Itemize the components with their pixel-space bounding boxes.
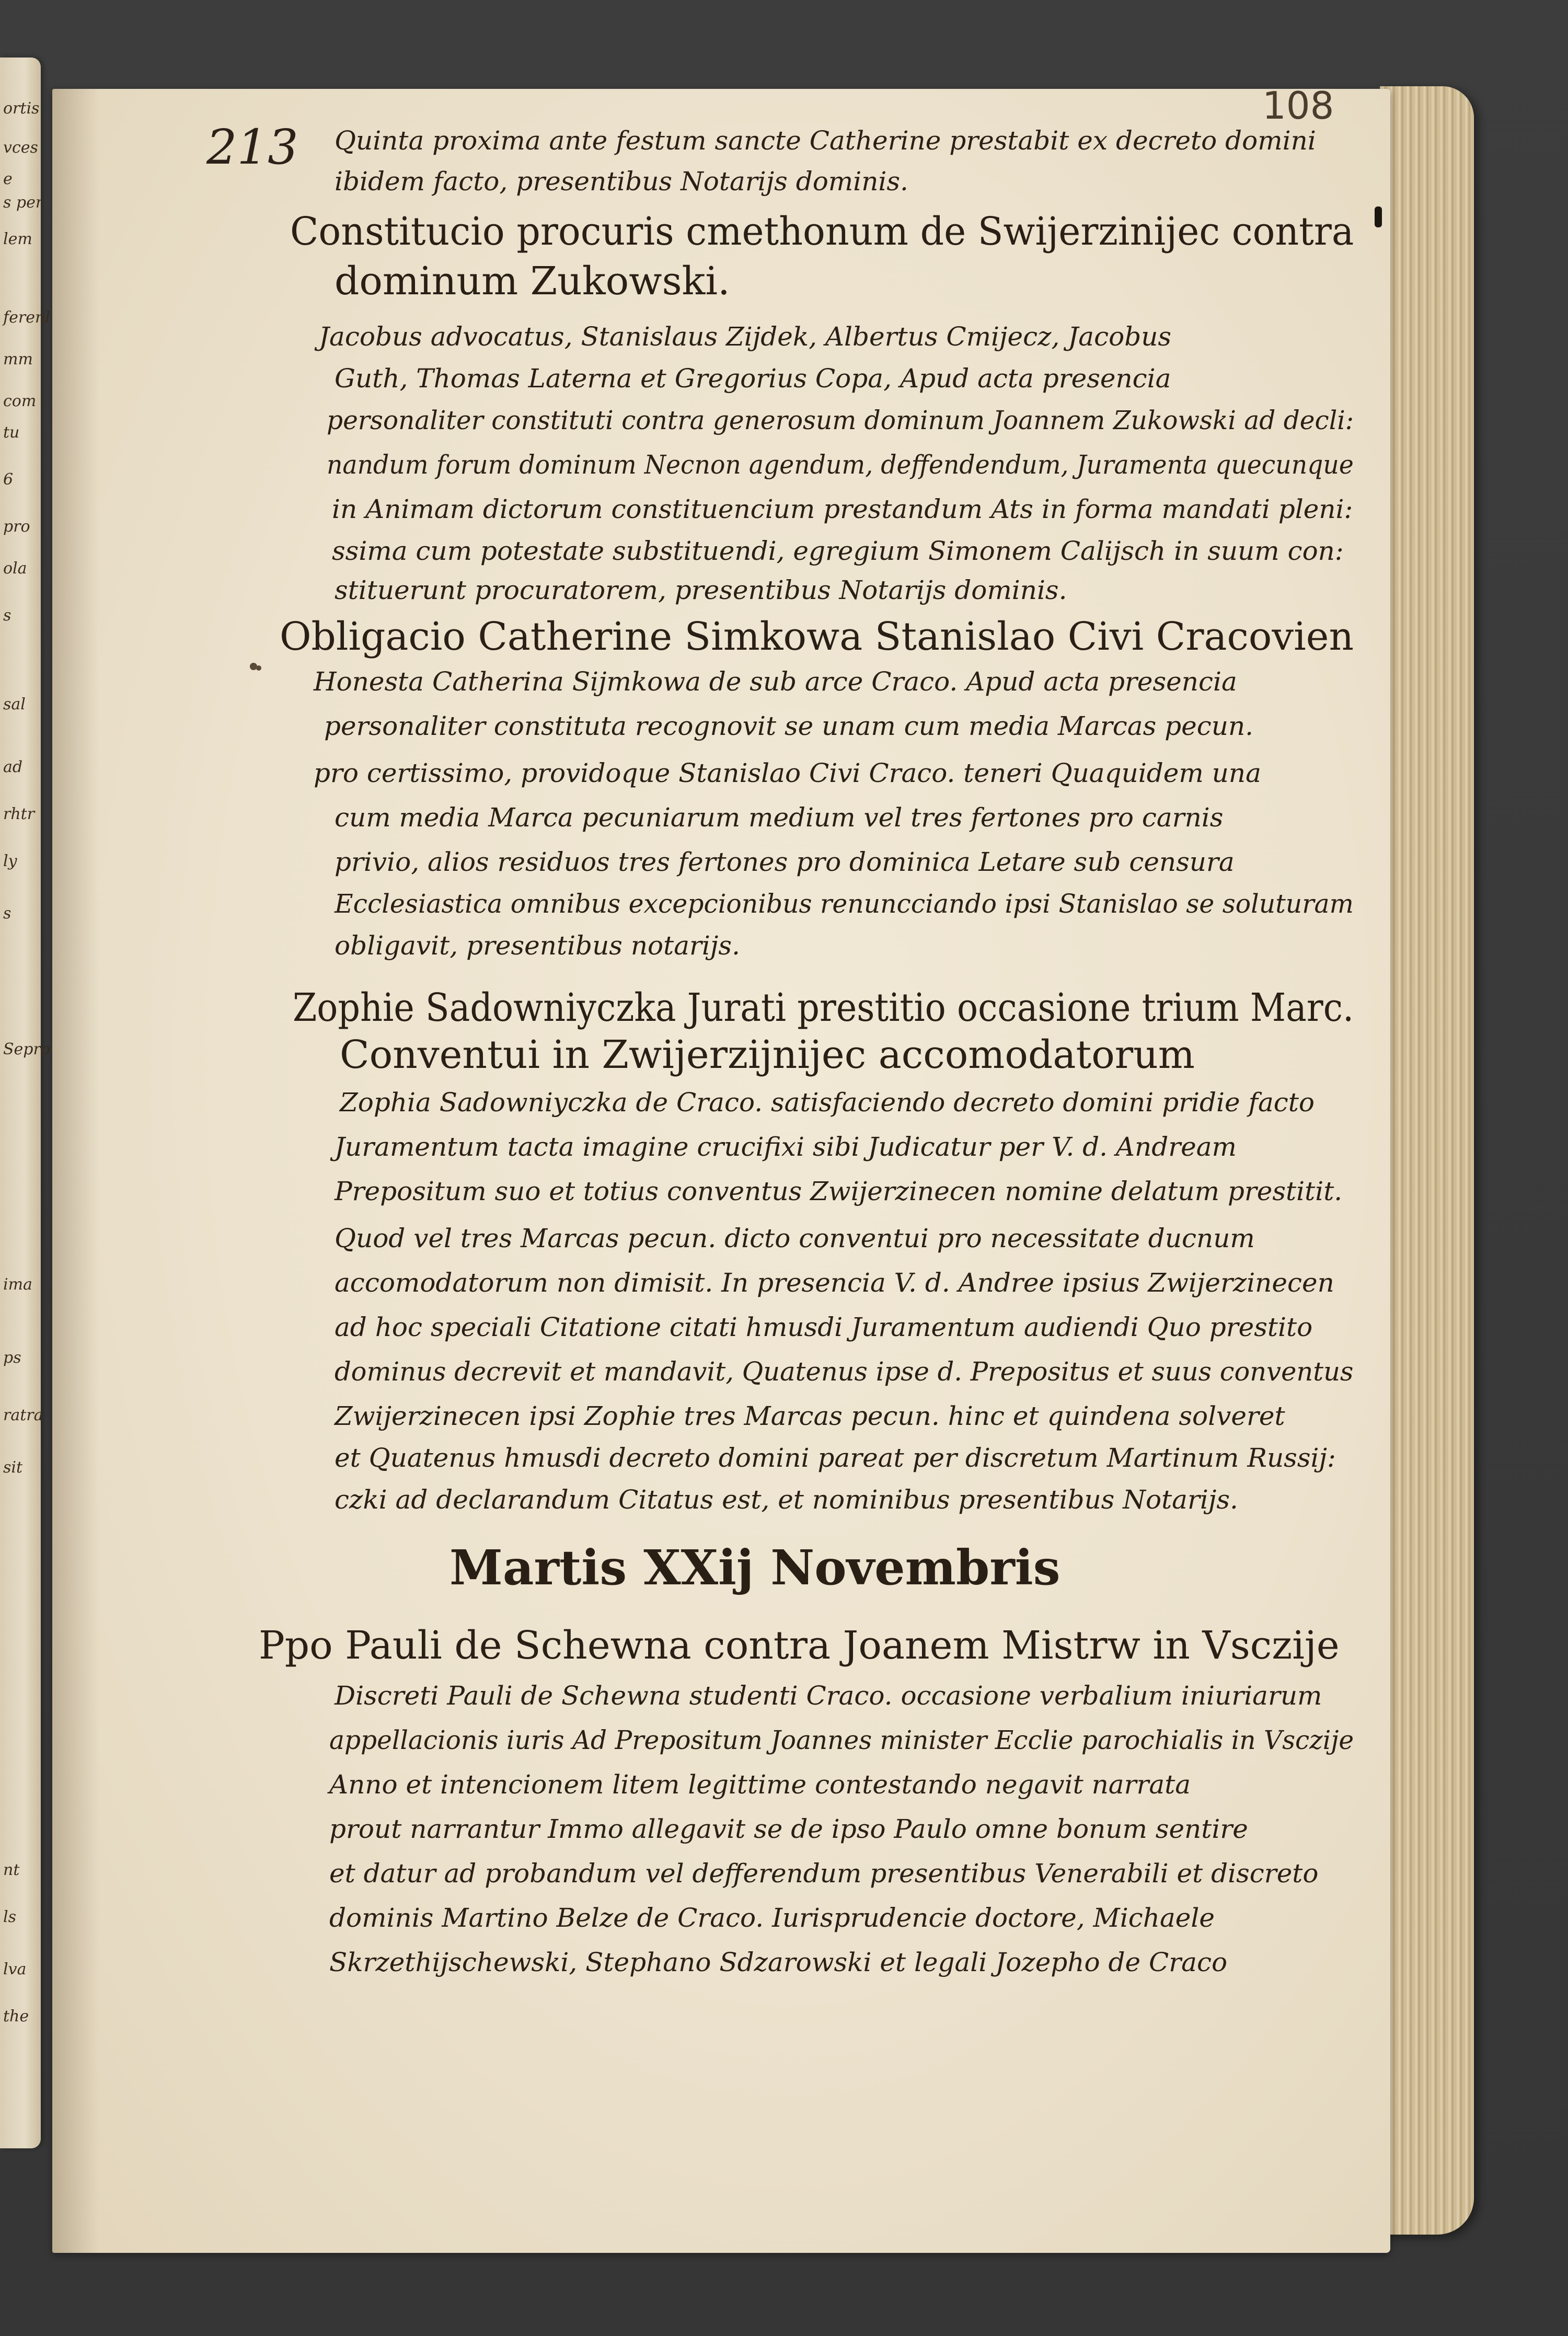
entry-heading: Obligacio Catherine Simkowa Stanislao Civi Cracovien [280,614,1354,659]
text-line: Honesta Catherina Sijmkowa de sub arce Craco. Apud acta presencia [314,666,1237,697]
facing-page-fragment: ratra [3,1406,43,1424]
facing-page-fragment: ola [3,559,27,578]
folio-number-left: 213 [206,119,298,175]
facing-page-fragment: s per [3,193,43,212]
facing-page-fragment: ima [3,1275,32,1294]
folio-number-right: 108 [1262,84,1334,128]
text-line: Discreti Pauli de Schewna studenti Craco. occasione verbalium iniuriarum [335,1681,1322,1711]
facing-page-fragment: the [3,2007,29,2026]
entry-heading: dominum Zukowski. [335,259,730,304]
facing-page-fragment: com [3,392,37,410]
book-edge [1380,86,1474,2235]
text-line: Skrzethijschewski, Stephano Sdzarowski et legali Jozepho de Craco [329,1947,1228,1977]
text-line: privio, alios residuos tres fertones pro dominica Letare sub censura [335,847,1235,877]
text-line: ad hoc speciali Citatione citati hmusdi Juramentum audiendi Quo prestito [335,1312,1313,1342]
text-line: cum media Marca pecuniarum medium vel tres fertones pro carnis [335,802,1224,833]
text-line: ibidem facto, presentibus Notarijs dominis. [335,166,908,197]
text-line: stituerunt procuratorem, presentibus Notarijs dominis. [335,575,1067,605]
facing-page-fragment: vces [3,139,38,157]
facing-page-fragment: pro [3,517,30,536]
facing-page-fragment: lva [3,1960,27,1978]
text-line: dominis Martino Belze de Craco. Iurisprudencie doctore, Michaele [329,1903,1215,1933]
text-line: accomodatorum non dimisit. In presencia V. d. Andree ipsius Zwijerzinecen [335,1268,1334,1298]
facing-page-fragment: ferenl [3,308,50,327]
text-line: Zwijerzinecen ipsi Zophie tres Marcas pecun. hinc et quindena solveret [335,1401,1285,1431]
text-line: nandum forum dominum Necnon agendum, deffendendum, Juramenta quecunque [327,450,1354,480]
text-line: Jacobus advocatus, Stanislaus Zijdek, Albertus Cmijecz, Jacobus [319,321,1172,352]
text-line: dominus decrevit et mandavit, Quatenus ipse d. Prepositus et suus conventus [335,1356,1354,1387]
facing-page-fragment: mm [3,350,33,369]
text-line: Prepositum suo et totius conventus Zwijerzinecen nomine delatum prestitit. [335,1176,1343,1206]
margin-mark [250,663,257,670]
facing-page-fragment: s [3,606,11,625]
facing-page-fragment: ls [3,1908,16,1926]
facing-page-fragment: tu [3,423,20,442]
text-line: Juramentum tacta imagine crucifixi sibi Judicatur per V. d. Andream [335,1132,1237,1162]
facing-page-fragment: lem [3,230,32,248]
gutter-shadow [52,89,99,2253]
date-heading: Martis XXij Novembris [449,1539,1060,1596]
facing-page-fragment: ortis [3,99,40,118]
ink-blot [1375,206,1382,227]
text-line: appellacionis iuris Ad Prepositum Joannes minister Ecclie parochialis in Vsczije [329,1725,1354,1755]
text-line: Ecclesiastica omnibus excepcionibus renuncciando ipsi Stanislao se soluturam [335,889,1354,919]
text-line: Quod vel tres Marcas pecun. dicto conventui pro necessitate ducnum [335,1223,1255,1253]
text-line: in Animam dictorum constituencium prestandum Ats in forma mandati pleni: [332,494,1353,524]
text-line: et datur ad probandum vel defferendum presentibus Venerabili et discreto [329,1858,1319,1889]
entry-heading: Constitucio procuris cmethonum de Swijerzinijec contra [290,209,1354,254]
text-line: ssima cum potestate substituendi, egregium Simonem Calijsch in suum con: [332,536,1344,566]
text-line: Guth, Thomas Laterna et Gregorius Copa, Apud acta presencia [335,363,1171,394]
facing-page-fragment: rhtr [3,805,35,823]
facing-page-fragment: sal [3,695,26,714]
text-line: obligavit, presentibus notarijs. [335,930,740,961]
text-line: personaliter constituti contra generosum dominum Joannem Zukowski ad decli: [327,405,1354,435]
facing-page-fragment: ps [3,1349,21,1367]
text-line: personaliter constituta recognovit se unam cum media Marcas pecun. [324,711,1254,741]
entry-heading: Conventui in Zwijerzijnijec accomodatorum [340,1032,1195,1077]
text-line: Quinta proxima ante festum sancte Catherine prestabit ex decreto domini [335,125,1316,156]
facing-page-fragment: Sepro [3,1040,50,1058]
facing-page-fragment: ad [3,758,23,776]
text-line: czki ad declarandum Citatus est, et nominibus presentibus Notarijs. [335,1485,1238,1515]
facing-page-fragment: ly [3,852,17,870]
facing-page-fragment: s [3,904,11,923]
facing-page-fragment: e [3,170,13,188]
text-line: pro certissimo, providoque Stanislao Civi Craco. teneri Quaquidem una [314,758,1261,788]
text-line: prout narrantur Immo allegavit se de ipso Paulo omne bonum sentire [329,1814,1248,1844]
text-line: Zophia Sadowniyczka de Craco. satisfaciendo decreto domini pridie facto [340,1087,1315,1118]
facing-page-fragment: 6 [3,470,14,489]
facing-page-fragment: nt [3,1861,20,1879]
entry-heading: Ppo Pauli de Schewna contra Joanem Mistrw in Vsczije [259,1623,1340,1668]
text-line: et Quatenus hmusdi decreto domini pareat per discretum Martinum Russij: [335,1443,1336,1473]
entry-heading: Zophie Sadowniyczka Jurati prestitio occasione trium Marc. [293,985,1354,1030]
facing-page-fragment: sit [3,1458,23,1477]
text-line: Anno et intencionem litem legittime contestando negavit narrata [329,1769,1191,1800]
facing-page-edge [0,57,50,2148]
